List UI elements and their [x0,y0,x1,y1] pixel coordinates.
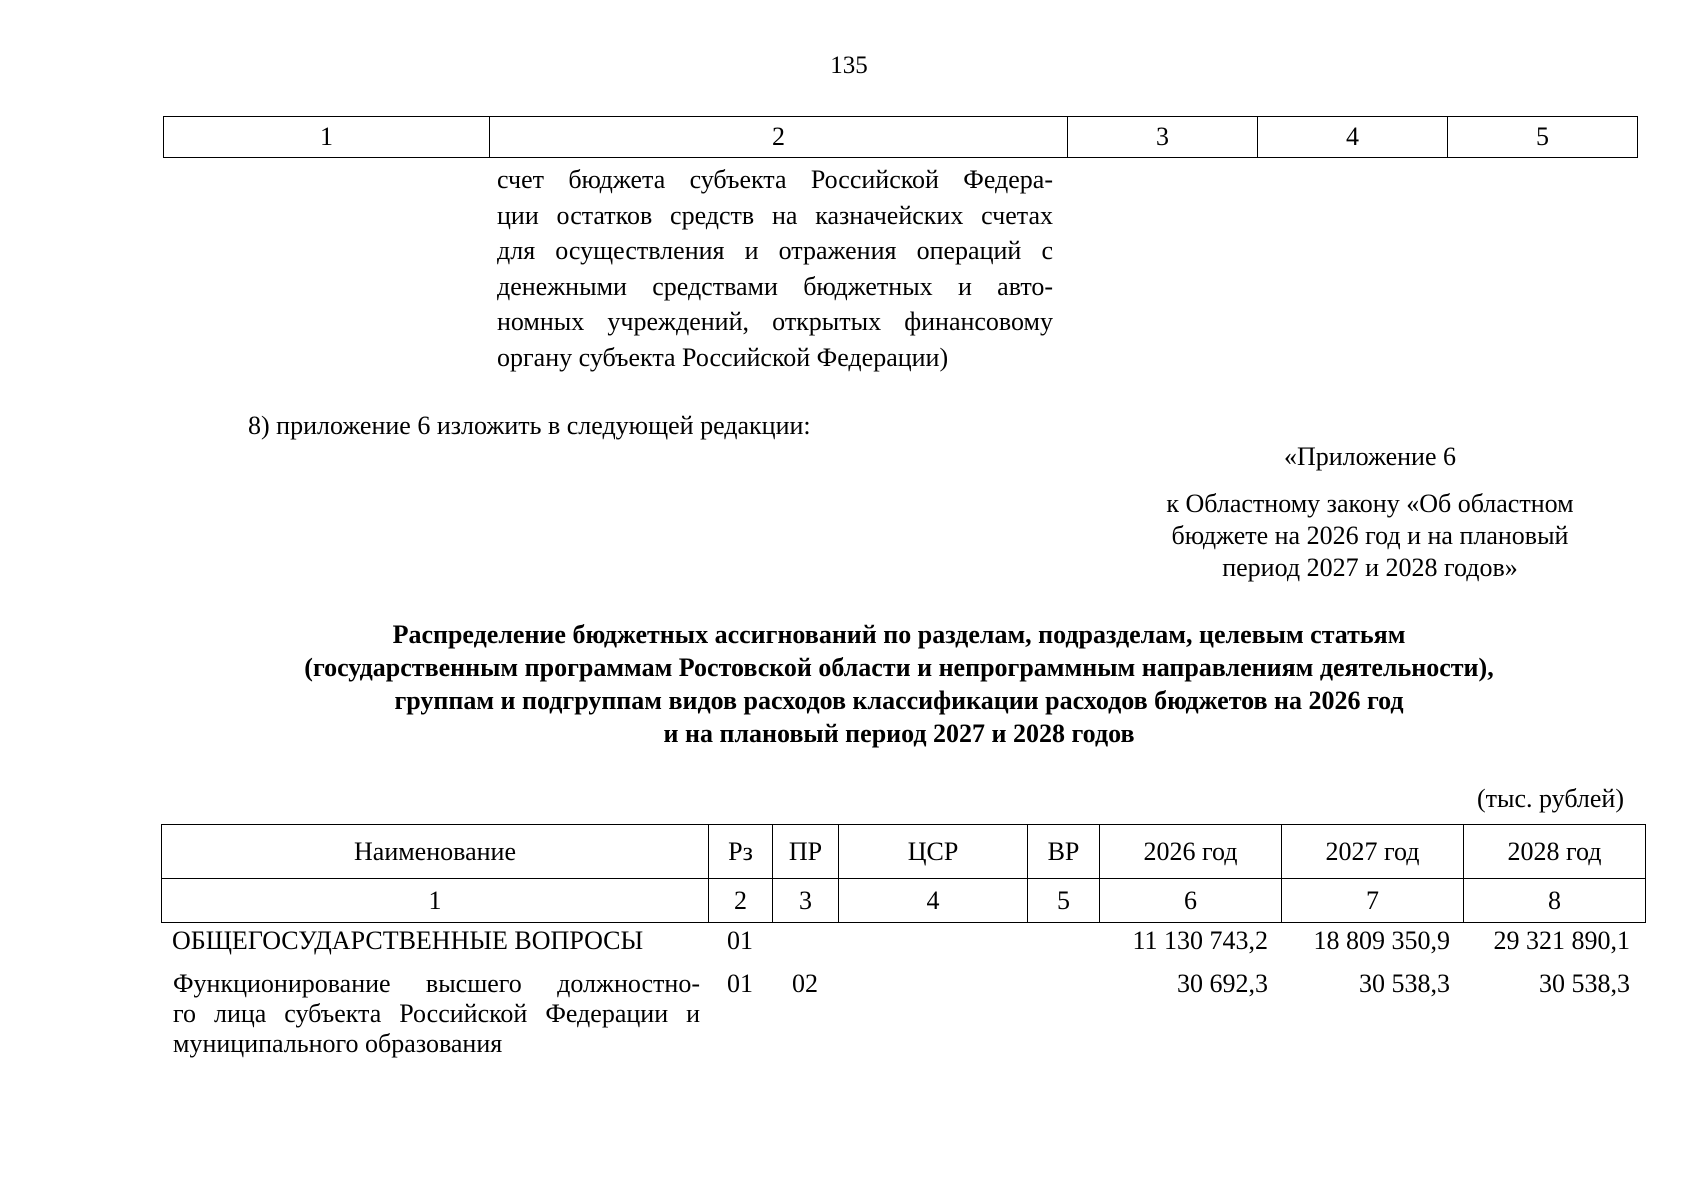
row-rz: 01 [727,926,753,955]
table-row [0,969,1698,1065]
continuation-text [497,162,1053,375]
column-number: 4 [839,879,1028,923]
appendix-title: «Приложение 6 [1283,442,1457,471]
row-name [173,969,700,1059]
document-title-line: группам и подгруппам видов расходов классификации расходов бюджетов на 2026 год [394,686,1404,715]
row-amount-2027: 30 538,3 [1359,969,1450,998]
row-name-line: го лица субъекта Российской Федерации и [173,999,700,1028]
column-number: 6 [1100,879,1282,923]
appendix-subtitle [1120,488,1620,584]
column-number: 2 [709,879,773,923]
text-line: ции остатков средств на казначейских счетах [497,200,1053,230]
header-rz: Рз [709,825,773,879]
text-line: счет бюджета субъекта Российской Федера- [497,165,1053,194]
text-line: органу субъекта Российской Федерации) [497,342,949,372]
header-csr: ЦСР [839,825,1028,879]
appendix-subtitle-line: к Областному закону «Об областном [1166,489,1574,518]
row-rz: 01 [727,969,753,998]
header-2026: 2026 год [1100,825,1282,879]
instruction-paragraph: 8) приложение 6 изложить в следующей редакции: [248,411,811,440]
header-name: Наименование [162,825,709,879]
row-pr: 02 [792,969,818,998]
row-amount-2027: 18 809 350,9 [1313,926,1450,955]
column-number: 1 [162,879,709,923]
column-number: 3 [1068,117,1258,158]
header-vr: ВР [1028,825,1100,879]
text-line: для осуществления и отражения операций с [497,236,1053,265]
table-row [0,926,1698,960]
row-amount-2026: 11 130 743,2 [1132,926,1268,955]
row-amount-2028: 30 538,3 [1539,969,1630,998]
row-amount-2026: 30 692,3 [1177,969,1268,998]
document-title [200,618,1598,750]
page-number: 135 [830,52,868,79]
continuation-table-header [163,116,1638,158]
header-pr: ПР [773,825,839,879]
row-name-line: муниципального образования [173,1029,503,1058]
header-row [162,825,1646,879]
document-title-line: Распределение бюджетных ассигнований по разделам, подразделам, целевым статьям [392,620,1406,649]
row-name-line: Функционирование высшего должностно- [173,969,700,998]
column-number: 1 [164,117,490,158]
row-name: ОБЩЕГОСУДАРСТВЕННЫЕ ВОПРОСЫ [172,926,644,955]
header-2028: 2028 год [1464,825,1646,879]
column-number-row [162,879,1646,923]
appendix-subtitle-line: период 2027 и 2028 годов» [1222,553,1518,582]
column-number: 5 [1448,117,1638,158]
column-number: 5 [1028,879,1100,923]
column-number: 7 [1282,879,1464,923]
column-number: 3 [773,879,839,923]
document-title-line: (государственным программам Ростовской области и непрограммным направлениям деятельности), [304,653,1494,682]
column-number: 8 [1464,879,1646,923]
text-line: денежными средствами бюджетных и авто- [497,271,1053,301]
appendix-subtitle-line: бюджете на 2026 год и на плановый [1171,521,1569,550]
row-amount-2028: 29 321 890,1 [1493,926,1630,955]
column-number: 2 [490,117,1068,158]
text-line: номных учреждений, открытых финансовому [497,307,1053,336]
document-title-line: и на плановый период 2027 и 2028 годов [663,719,1135,748]
budget-table-header [161,824,1646,923]
column-number: 4 [1258,117,1448,158]
units-label: (тыс. рублей) [1476,784,1624,813]
header-2027: 2027 год [1282,825,1464,879]
